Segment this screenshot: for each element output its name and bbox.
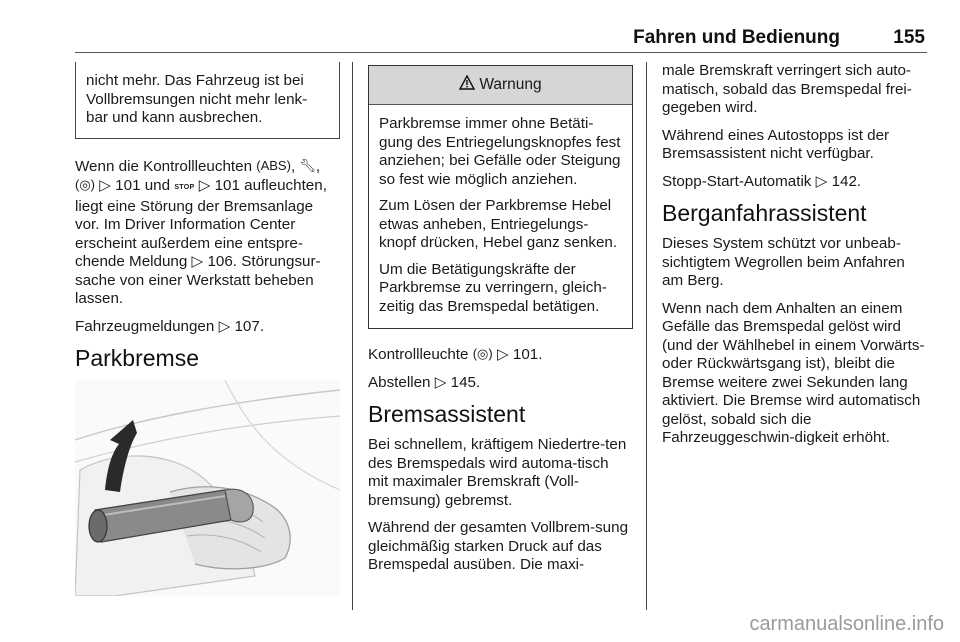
column-2 (368, 62, 633, 584)
reference-text: Stopp-Start-Automatik (662, 172, 812, 190)
vehicle-messages-reference (75, 318, 340, 337)
body-paragraph: Wenn nach dem Anhalten an einem Gefälle das Bremspedal gelöst wird (und der Wählhebel in einem Vorwärts- oder Rückwärtsgang ist), bleibt die Bremse weitere zwei Sekunden lang aktiviert. Die Bremse wird automatisch gelöst, sobald sich die Fahrzeuggeschwin-digkeit erhöht. (662, 299, 925, 446)
brake-icon: (◎) (75, 177, 96, 192)
watermark: carmanualsonline.info (749, 613, 944, 635)
page-reference-icon: ▷ (496, 346, 509, 363)
abs-icon: (ABS) (256, 157, 291, 173)
page-link[interactable]: 101. (512, 346, 543, 363)
page-link[interactable]: 107. (234, 317, 265, 335)
warning-paragraph: Zum Lösen der Parkbremse Hebel etwas anheben, Entriegelungs-knopf drücken, Hebel ganz senken. (379, 197, 618, 251)
parking-brake-drawing (75, 380, 340, 596)
text-fragment: Wenn die Kontrollleuchten (75, 157, 253, 175)
page-link[interactable]: 145. (450, 373, 481, 391)
section-heading-parkbremse: Parkbremse (75, 345, 199, 371)
stop-icon: STOP (174, 184, 195, 191)
reference-text: Fahrzeugmeldungen (75, 317, 215, 335)
text-fragment: 101 und (115, 177, 171, 194)
section-heading-bremsassistent: Bremsassistent (368, 401, 526, 427)
text-fragment: , (290, 157, 296, 175)
body-paragraph: Bei schnellem, kräftigem Niedertre-ten des Bremspedals wird automa-tisch mit maximaler Bremskraft (Voll-bremsung) gebremst. (368, 436, 627, 509)
parking-brake-illustration (75, 380, 340, 596)
text-fragment: 101 aufleuchten, liegt eine Störung der Bremsanlage vor. Im Driver Information Center erscheint außerdem eine entspre-chende Meldung (75, 177, 327, 270)
wrench-icon: 🔧︎ (299, 157, 316, 173)
header-rule (75, 52, 927, 53)
warning-body (369, 105, 632, 328)
warning-header (369, 66, 632, 105)
warning-title: Warnung (479, 75, 542, 93)
body-paragraph: Dieses System schützt vor unbeab-sichtigtem Wegrollen beim Anfahren am Berg. (662, 235, 905, 289)
page-reference-icon: ▷ (815, 172, 828, 190)
reference-text: Abstellen (368, 373, 431, 391)
brake-icon: (◎) (472, 346, 493, 361)
note-text: nicht mehr. Das Fahrzeug ist bei Vollbremsungen nicht mehr lenk-bar und kann ausbrechen. (86, 72, 308, 126)
warning-paragraph: Parkbremse immer ohne Betäti-gung des Entriegelungsknopfes fest anziehen; bei Gefälle oder Steigung so fest wie möglich anziehen. (379, 115, 621, 188)
body-paragraph: Während eines Autostopps ist der Bremsassistent nicht verfügbar. (662, 126, 890, 162)
page-reference-icon: ▷ (434, 373, 447, 391)
column-divider-left (352, 62, 353, 610)
page-header-title: Fahren und Bedienung (633, 27, 840, 48)
brake-warning-paragraph (75, 157, 340, 309)
stop-start-reference (662, 173, 928, 192)
page-link[interactable]: 142. (831, 172, 862, 190)
text-fragment: 106. Störungsur-sache von einer Werkstatt beheben lassen. (75, 253, 321, 307)
column-1 (75, 62, 340, 596)
reference-text: Kontrollleuchte (368, 346, 469, 363)
page-reference-icon: ▷ (218, 317, 231, 335)
column-3 (662, 62, 928, 457)
column-divider-right (646, 62, 647, 610)
text-fragment: , (315, 157, 321, 175)
page-reference-icon: ▷ (99, 177, 111, 194)
body-paragraph: male Bremskraft verringert sich auto-matisch, sobald das Bremspedal frei-gegeben wird. (662, 62, 912, 116)
page-reference-icon: ▷ (191, 253, 204, 270)
indicator-reference (368, 345, 633, 365)
section-heading-berganfahrassistent: Berganfahrassistent (662, 200, 867, 226)
page-number: 155 (893, 27, 925, 48)
warning-paragraph: Um die Betätigungskräfte der Parkbremse zu verringern, gleich-zeitig das Bremspedal betätigen. (379, 260, 607, 315)
page-reference-icon: ▷ (198, 177, 211, 194)
parking-reference (368, 374, 633, 393)
warning-box (368, 65, 633, 329)
warning-triangle-icon (459, 75, 475, 96)
continued-note-box (75, 62, 340, 139)
body-paragraph: Während der gesamten Vollbrem-sung gleichmäßig starken Druck auf das Bremspedal ausüben. Die maxi- (368, 519, 629, 573)
